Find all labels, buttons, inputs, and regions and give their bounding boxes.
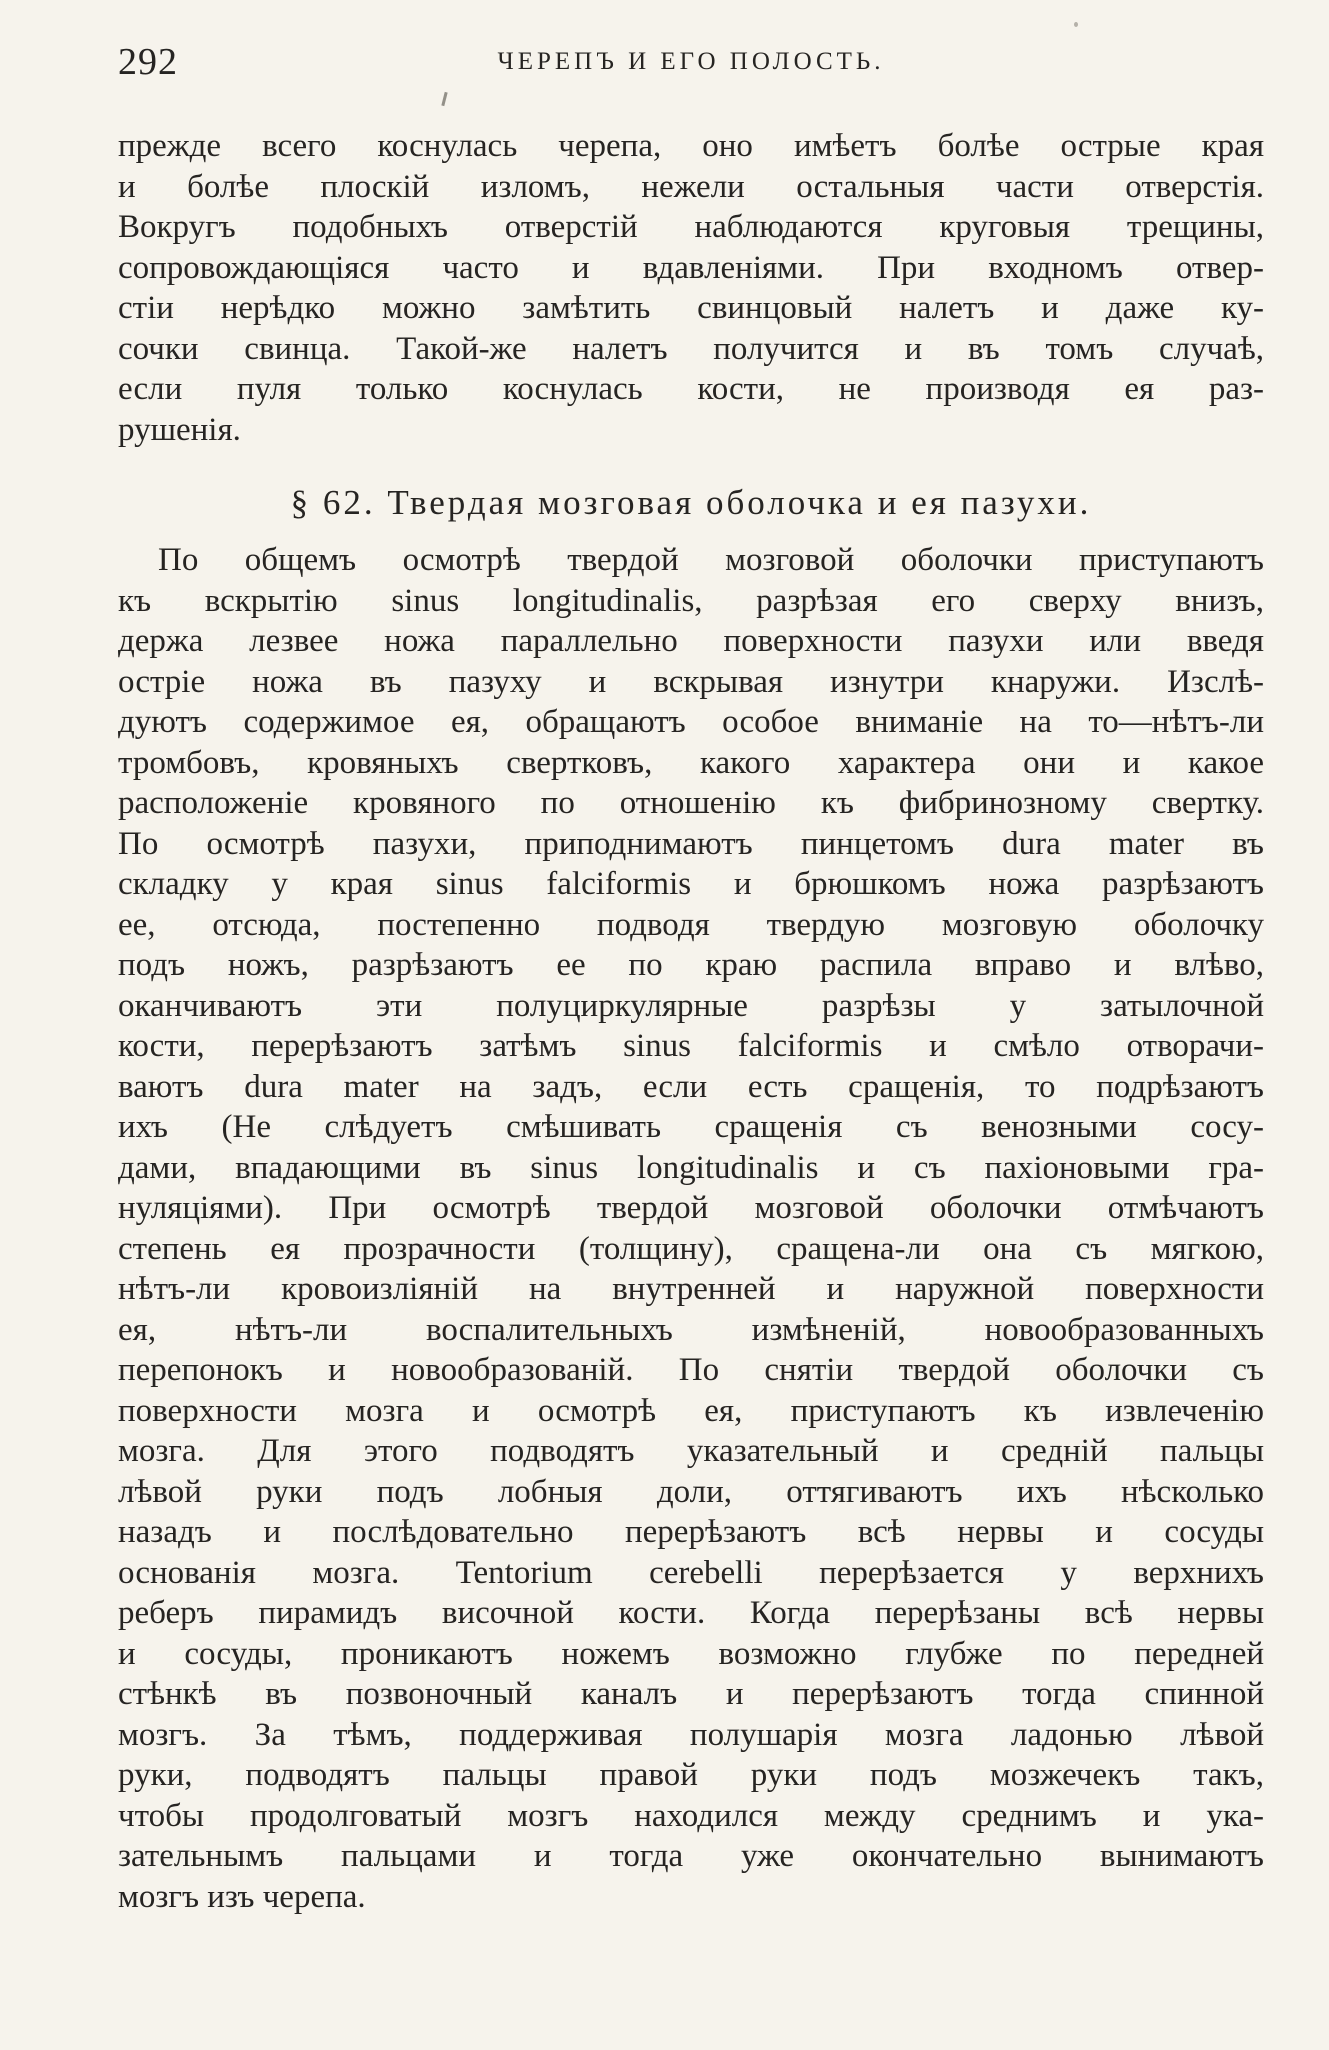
text-line: реберъ пирамидъ височной кости. Когда перерѣзаны всѣ нервы <box>118 1595 1264 1631</box>
text-line: оканчиваютъ эти полуциркулярные разрѣзы у затылочной <box>118 987 1264 1024</box>
text-line: мозгъ. За тѣмъ, поддерживая полушарія мозга ладонью лѣвой <box>118 1716 1264 1753</box>
text-line: кости, перерѣзаютъ затѣмъ sinus falciformis и смѣло отворачи- <box>118 1028 1264 1064</box>
running-header <box>118 40 1264 100</box>
text-line: ваютъ dura mater на задъ, если есть сращенія, то подрѣзаютъ <box>118 1068 1264 1105</box>
text-line: стѣнкѣ въ позвоночный каналъ и перерѣзаютъ тогда спинной <box>118 1676 1264 1712</box>
text-line: мозгъ изъ черепа. <box>118 1878 366 1915</box>
text-line: ее, отсюда, постепенно подводя твердую мозговую оболочку <box>118 906 1264 943</box>
text-line: ея, нѣтъ-ли воспалительныхъ измѣненій, новообразованныхъ <box>118 1311 1264 1348</box>
text-line: По осмотрѣ пазухи, приподнимаютъ пинцетомъ dura mater въ <box>118 825 1264 862</box>
text-line: руки, подводятъ пальцы правой руки подъ мозжечекъ такъ, <box>118 1757 1264 1793</box>
text-line: рушенія. <box>118 411 241 448</box>
text-line: тромбовъ, кровяныхъ свертковъ, какого характера они и какое <box>118 744 1264 781</box>
text-line: степень ея прозрачности (толщину), сращена-ли она съ мягкою, <box>118 1230 1264 1267</box>
section-body-paragraph <box>118 540 1264 1917</box>
text-line: По общемъ осмотрѣ твердой мозговой оболочки приступаютъ <box>158 542 1264 578</box>
text-line: лѣвой руки подъ лобныя доли, оттягиваютъ ихъ нѣсколько <box>118 1473 1264 1510</box>
ink-dot <box>1074 22 1078 27</box>
text-line: прежде всего коснулась черепа, оно имѣетъ болѣе острые края <box>118 128 1264 164</box>
section-heading: § 62. Твердая мозговая оболочка и ея пазухи. <box>290 483 1092 522</box>
paragraph-continuation <box>118 126 1264 450</box>
text-line: сочки свинца. Такой-же налетъ получится и въ томъ случаѣ, <box>118 330 1264 367</box>
text-line: Вокругъ подобныхъ отверстій наблюдаются круговыя трещины, <box>118 209 1264 245</box>
text-line: стіи нерѣдко можно замѣтить свинцовый налетъ и даже ку- <box>118 290 1264 326</box>
text-line: перепонокъ и новообразованій. По снятіи твердой оболочки съ <box>118 1352 1264 1388</box>
text-line: складку у края sinus falciformis и брюшкомъ ножа разрѣзаютъ <box>118 866 1264 902</box>
text-line: сопровождающіяся часто и вдавленіями. При входномъ отвер- <box>118 249 1264 286</box>
text-line: если пуля только коснулась кости, не производя ея раз- <box>118 371 1264 407</box>
text-line: нѣтъ-ли кровоизліяній на внутренней и наружной поверхности <box>118 1271 1264 1307</box>
text-line: ихъ (Не слѣдуетъ смѣшивать сращенія съ венозными сосу- <box>118 1109 1264 1145</box>
text-line: и сосуды, проникаютъ ножемъ возможно глубже по передней <box>118 1635 1264 1672</box>
page-number: 292 <box>118 41 178 83</box>
text-line: назадъ и послѣдовательно перерѣзаютъ всѣ нервы и сосуды <box>118 1514 1264 1550</box>
text-line: основанія мозга. Tentorium cerebelli перерѣзается у верхнихъ <box>118 1554 1264 1591</box>
text-line: мозга. Для этого подводятъ указательный и средній пальцы <box>118 1433 1264 1469</box>
text-line: и болѣе плоскій изломъ, нежели остальныя части отверстія. <box>118 168 1264 205</box>
text-line: держа лезвее ножа параллельно поверхности пазухи или введя <box>118 623 1264 659</box>
text-line: нуляціями). При осмотрѣ твердой мозговой оболочки отмѣчаютъ <box>118 1190 1264 1226</box>
running-title: ЧЕРЕПЪ И ЕГО ПОЛОСТЬ. <box>497 48 885 75</box>
text-line: къ вскрытію sinus longitudinalis, разрѣзая его сверху внизъ, <box>118 582 1264 619</box>
text-line: чтобы продолговатый мозгъ находился между среднимъ и ука- <box>118 1797 1264 1834</box>
text-line: зательнымъ пальцами и тогда уже окончательно вынимаютъ <box>118 1838 1264 1874</box>
text-line: остріе ножа въ пазуху и вскрывая изнутри кнаружи. Изслѣ- <box>118 663 1264 700</box>
text-line: расположеніе кровяного по отношенію къ фибринозному свертку. <box>118 785 1264 821</box>
text-line: дуютъ содержимое ея, обращаютъ особое вниманіе на то—нѣтъ-ли <box>118 704 1264 740</box>
text-line: подъ ножъ, разрѣзаютъ ее по краю распила вправо и влѣво, <box>118 947 1264 983</box>
text-line: поверхности мозга и осмотрѣ ея, приступаютъ къ извлеченію <box>118 1392 1264 1429</box>
text-line: дами, впадающими въ sinus longitudinalis и съ пахіоновыми гра- <box>118 1149 1264 1186</box>
